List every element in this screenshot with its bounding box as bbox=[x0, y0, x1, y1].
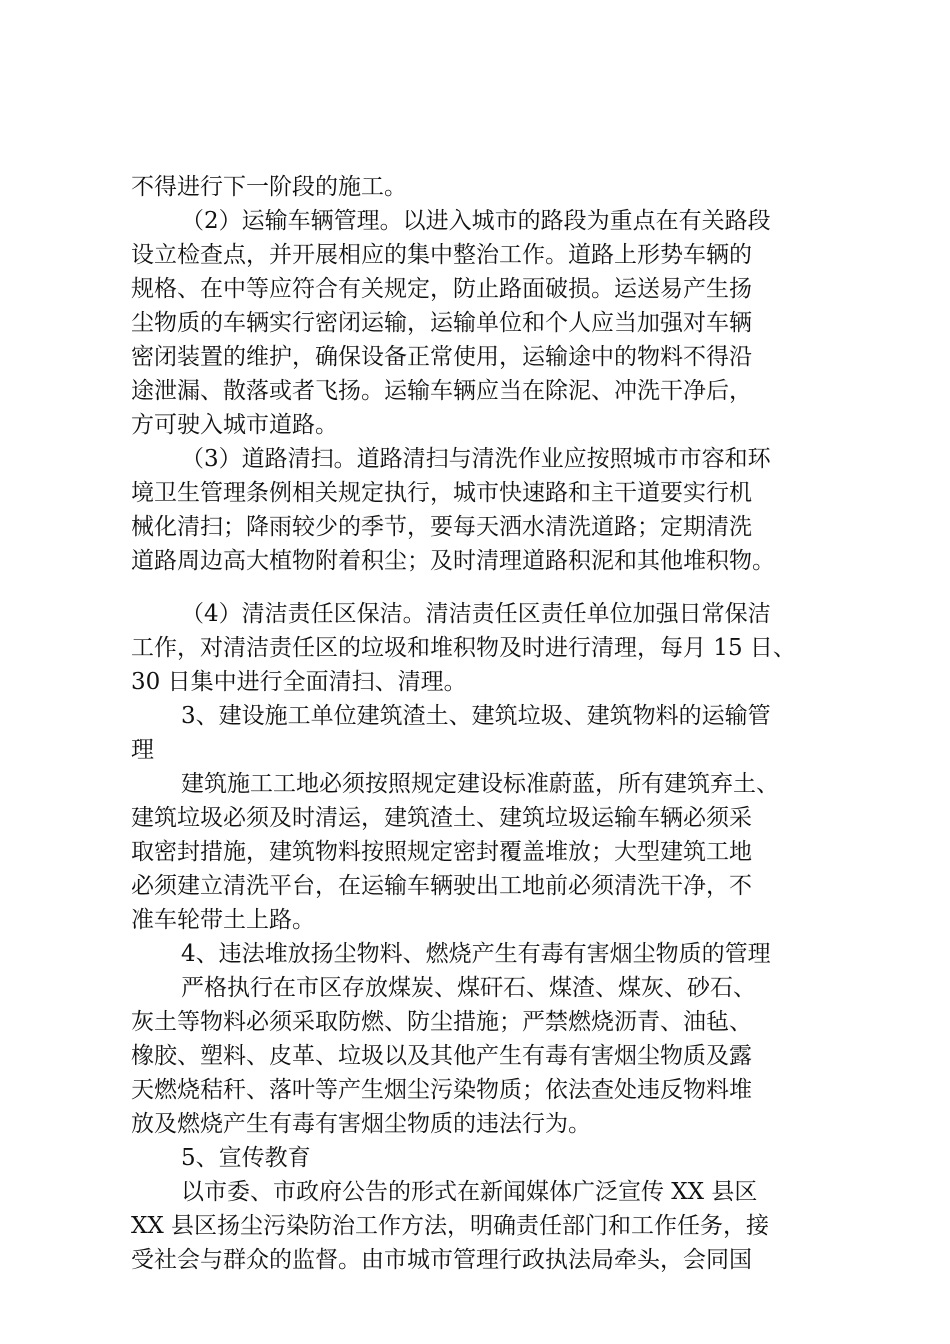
text-line: 灰土等物料必须采取防燃、防尘措施；严禁燃烧沥青、油毡、 bbox=[131, 1009, 752, 1035]
text-line: 械化清扫；降雨较少的季节，要每天洒水清洗道路；定期清洗 bbox=[131, 514, 752, 540]
text-line: 方可驶入城市道路。 bbox=[131, 412, 338, 438]
text-line: XX 县区扬尘污染防治工作方法，明确责任部门和工作任务，接 bbox=[131, 1213, 770, 1239]
text-line: 受社会与群众的监督。由市城市管理行政执法局牵头，会同国 bbox=[131, 1247, 752, 1273]
text-line: （2）运输车辆管理。以进入城市的路段为重点在有关路段 bbox=[181, 208, 771, 234]
text-line: 严格执行在市区存放煤炭、煤矸石、煤渣、煤灰、砂石、 bbox=[181, 975, 756, 1001]
text-line: 境卫生管理条例相关规定执行，城市快速路和主干道要实行机 bbox=[131, 480, 752, 506]
text-line: 道路周边高大植物附着积尘；及时清理道路积泥和其他堆积物。 bbox=[131, 548, 775, 574]
text-line: 必须建立清洗平台，在运输车辆驶出工地前必须清洗干净，不 bbox=[131, 873, 752, 899]
text-line: 途泄漏、散落或者飞扬。运输车辆应当在除泥、冲洗干净后， bbox=[131, 378, 752, 404]
text-line: 30 日集中进行全面清扫、清理。 bbox=[131, 669, 467, 695]
text-line: 设立检查点，并开展相应的集中整治工作。道路上形势车辆的 bbox=[131, 242, 752, 268]
text-line: （3）道路清扫。道路清扫与清洗作业应按照城市市容和环 bbox=[181, 446, 771, 472]
text-line: 建筑施工工地必须按照规定建设标准蔚蓝，所有建筑弃土、 bbox=[181, 771, 779, 797]
section-heading: 5、宣传教育 bbox=[181, 1145, 311, 1171]
text-line: （4）清洁责任区保洁。清洁责任区责任单位加强日常保洁 bbox=[181, 601, 771, 627]
text-line: 取密封措施，建筑物料按照规定密封覆盖堆放；大型建筑工地 bbox=[131, 839, 752, 865]
text-line: 橡胶、塑料、皮革、垃圾以及其他产生有毒有害烟尘物质及露 bbox=[131, 1043, 752, 1069]
section-heading: 理 bbox=[131, 737, 154, 763]
text-line: 规格、在中等应符合有关规定，防止路面破损。运送易产生扬 bbox=[131, 276, 752, 302]
text-line: 工作，对清洁责任区的垃圾和堆积物及时进行清理，每月 15 日、 bbox=[131, 635, 796, 661]
text-line: 放及燃烧产生有毒有害烟尘物质的违法行为。 bbox=[131, 1111, 591, 1137]
section-heading: 4、违法堆放扬尘物料、燃烧产生有毒有害烟尘物质的管理 bbox=[181, 941, 771, 967]
text-line: 准车轮带土上路。 bbox=[131, 907, 315, 933]
text-line: 不得进行下一阶段的施工。 bbox=[131, 174, 407, 200]
text-line: 密闭装置的维护，确保设备正常使用，运输途中的物料不得沿 bbox=[131, 344, 752, 370]
text-line: 建筑垃圾必须及时清运，建筑渣土、建筑垃圾运输车辆必须采 bbox=[131, 805, 752, 831]
text-line: 天燃烧秸秆、落叶等产生烟尘污染物质；依法查处违反物料堆 bbox=[131, 1077, 752, 1103]
text-line: 尘物质的车辆实行密闭运输，运输单位和个人应当加强对车辆 bbox=[131, 310, 752, 336]
text-line: 以市委、市政府公告的形式在新闻媒体广泛宣传 XX 县区 bbox=[181, 1179, 758, 1205]
section-heading: 3、建设施工单位建筑渣土、建筑垃圾、建筑物料的运输管 bbox=[181, 703, 771, 729]
